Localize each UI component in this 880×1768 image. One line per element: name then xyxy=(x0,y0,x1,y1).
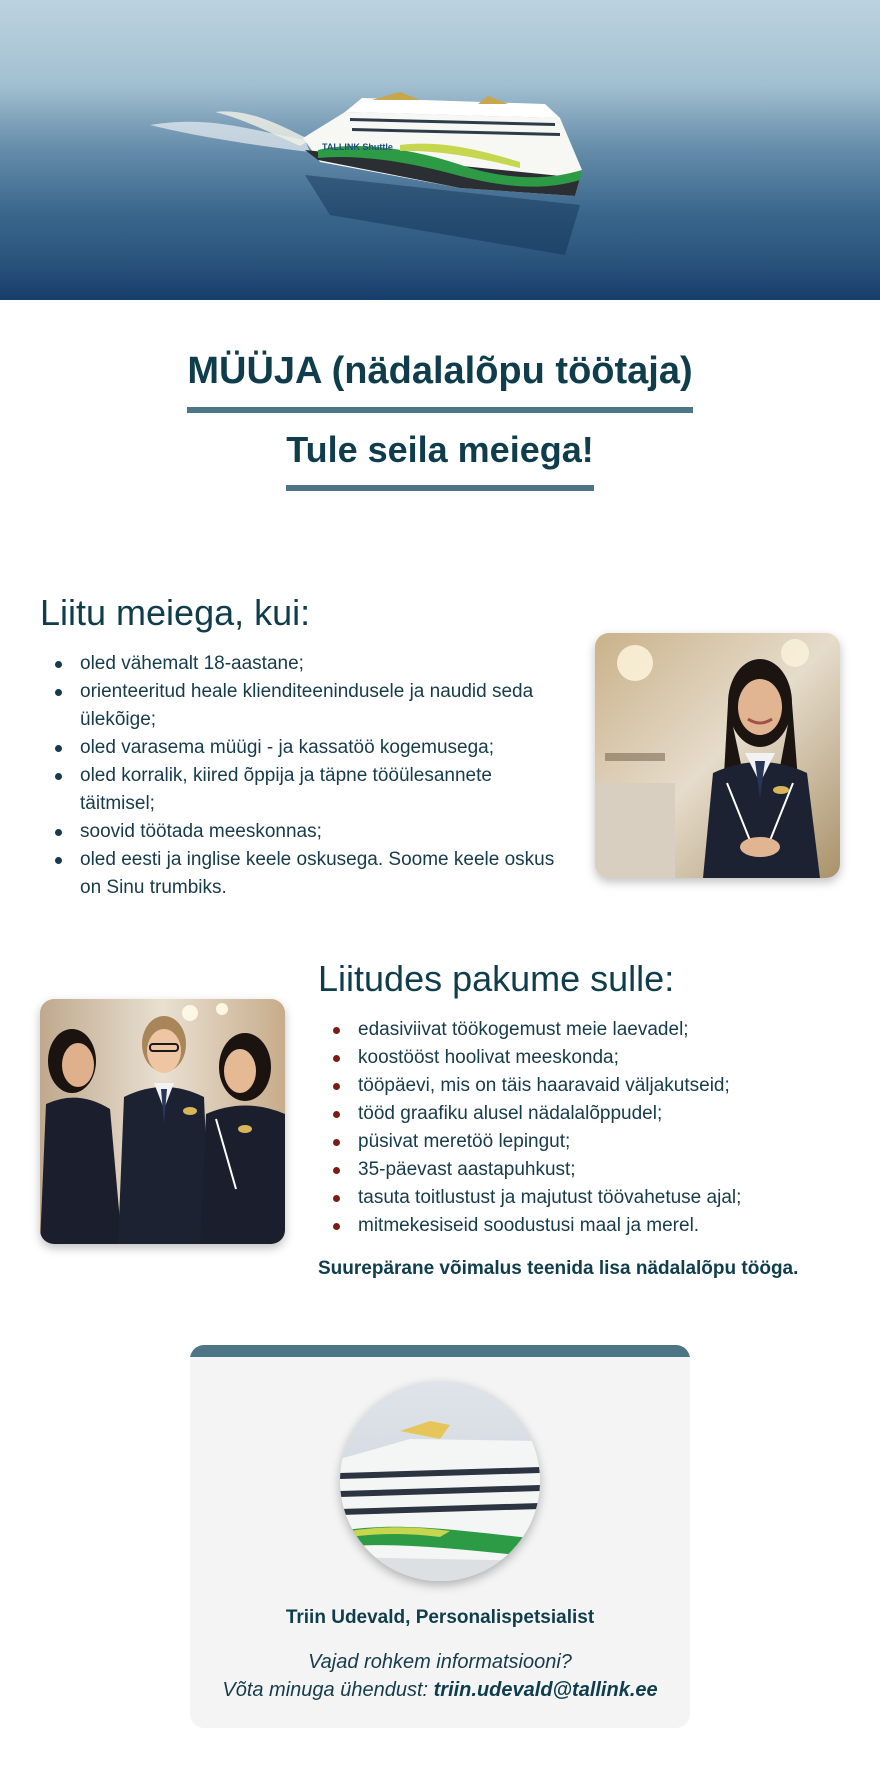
crew-team-photo xyxy=(40,999,285,1244)
list-item: oled korralik, kiired õppija ja täpne tööülesannete täitmisel; xyxy=(40,762,570,818)
offers-heading: Liitudes pakume sulle: xyxy=(318,958,675,999)
ferry-illustration xyxy=(0,0,880,300)
email-link[interactable]: triin.udevald@tallink.ee xyxy=(433,1679,658,1701)
list-item: püsivat meretöö lepingut; xyxy=(318,1128,858,1156)
list-item: koostööst hoolivat meeskonda; xyxy=(318,1044,858,1072)
list-item: tööpäevi, mis on täis haaravaid väljakutseid; xyxy=(318,1072,858,1100)
tagline: Tule seila meiega! xyxy=(286,429,593,491)
card-accent-bar xyxy=(190,1345,690,1357)
saleswoman-photo xyxy=(595,633,840,878)
list-item: tööd graafiku alusel nädalalõppudel; xyxy=(318,1100,858,1128)
job-title: MÜÜJA (nädalalõpu töötaja) xyxy=(187,350,692,413)
hull-lettering: TALLINK Shuttle xyxy=(322,142,393,152)
contact-avatar xyxy=(340,1381,540,1581)
contact-line xyxy=(190,1679,690,1702)
offers-list xyxy=(318,1016,858,1240)
list-item: tasuta toitlustust ja majutust töövahetuse ajal; xyxy=(318,1184,858,1212)
contact-card xyxy=(190,1345,690,1728)
hero-image xyxy=(0,0,880,300)
contact-prefix: Võta minuga ühendust: xyxy=(222,1679,434,1701)
list-item: edasiviivat töökogemust meie laevadel; xyxy=(318,1016,858,1044)
list-item: oled varasema müügi - ja kassatöö kogemusega; xyxy=(40,734,570,762)
highlight-text: Suurepärane võimalus teenida lisa nädalalõpu tööga. xyxy=(318,1258,799,1279)
list-item: orienteeritud heale klienditeenindusele ja naudid seda ülekõige; xyxy=(40,678,570,734)
list-item: oled eesti ja inglise keele oskusega. Soome keele oskus on Sinu trumbiks. xyxy=(40,846,570,902)
contact-name: Triin Udevald, Personalispetsialist xyxy=(285,1607,595,1628)
requirements-list xyxy=(40,650,570,902)
list-item: 35-päevast aastapuhkust; xyxy=(318,1156,858,1184)
offers-section xyxy=(318,958,858,1280)
list-item: mitmekesiseid soodustusi maal ja merel. xyxy=(318,1212,858,1240)
list-item: oled vähemalt 18-aastane; xyxy=(40,650,570,678)
contact-question: Vajad rohkem informatsiooni? xyxy=(308,1651,572,1673)
title-block xyxy=(0,350,880,491)
requirements-heading: Liitu meiega, kui: xyxy=(40,592,311,633)
list-item: soovid töötada meeskonnas; xyxy=(40,818,570,846)
requirements-section xyxy=(40,592,570,902)
